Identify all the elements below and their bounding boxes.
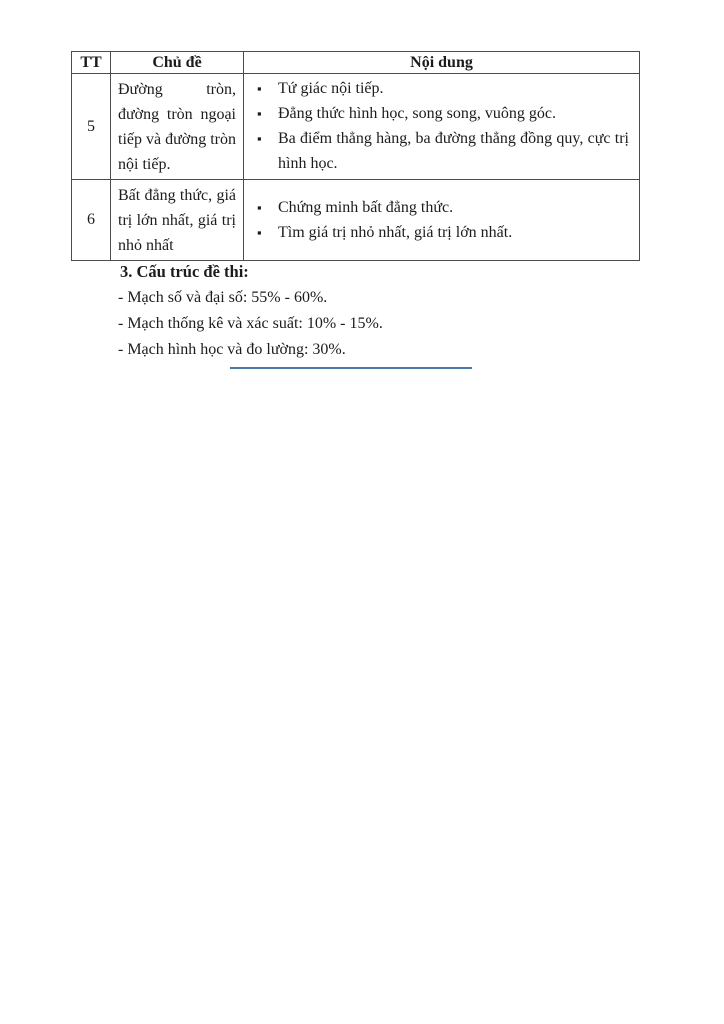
square-bullet-icon: ▪	[257, 81, 262, 96]
table-header-row	[72, 52, 640, 74]
section-title: 3. Cấu trúc đề thi:	[120, 262, 249, 281]
square-bullet-icon: ▪	[257, 131, 262, 146]
bullet-item	[252, 195, 629, 220]
topic-cell: Bất đẳng thức, giá trị lớn nhất, giá trị nhỏ nhất	[111, 180, 244, 261]
bullet-text: Ba điểm thẳng hàng, ba đường thẳng đồng quy, cực trị hình học.	[278, 130, 629, 172]
content-cell	[244, 74, 640, 180]
bullet-text: Đẳng thức hình học, song song, vuông góc.	[278, 105, 556, 122]
col-header-tt: TT	[72, 52, 111, 74]
square-bullet-icon: ▪	[257, 225, 262, 240]
square-bullet-icon: ▪	[257, 106, 262, 121]
bullet-item	[252, 76, 629, 101]
horizontal-divider	[230, 367, 472, 369]
table-row-5	[72, 74, 640, 180]
row-number: 6	[72, 180, 111, 261]
bullet-item	[252, 126, 629, 176]
bullet-item	[252, 101, 629, 126]
row-number: 5	[72, 74, 111, 180]
topic-cell: Đường tròn, đường tròn ngoại tiếp và đường tròn nội tiếp.	[111, 74, 244, 180]
col-header-topic: Chủ đề	[111, 52, 244, 74]
bullet-text: Tìm giá trị nhỏ nhất, giá trị lớn nhất.	[278, 224, 513, 241]
structure-item: - Mạch hình học và đo lường: 30%.	[118, 341, 346, 358]
curriculum-table	[71, 51, 640, 261]
table-row-6	[72, 180, 640, 261]
content-cell	[244, 180, 640, 261]
exam-structure-section	[118, 259, 598, 363]
col-header-content: Nội dung	[244, 52, 640, 74]
bullet-text: Tứ giác nội tiếp.	[278, 80, 384, 97]
bullet-item	[252, 220, 629, 245]
structure-item: - Mạch thống kê và xác suất: 10% - 15%.	[118, 315, 383, 332]
bullet-text: Chứng minh bất đẳng thức.	[278, 199, 454, 216]
structure-item: - Mạch số và đại số: 55% - 60%.	[118, 289, 328, 306]
square-bullet-icon: ▪	[257, 200, 262, 215]
